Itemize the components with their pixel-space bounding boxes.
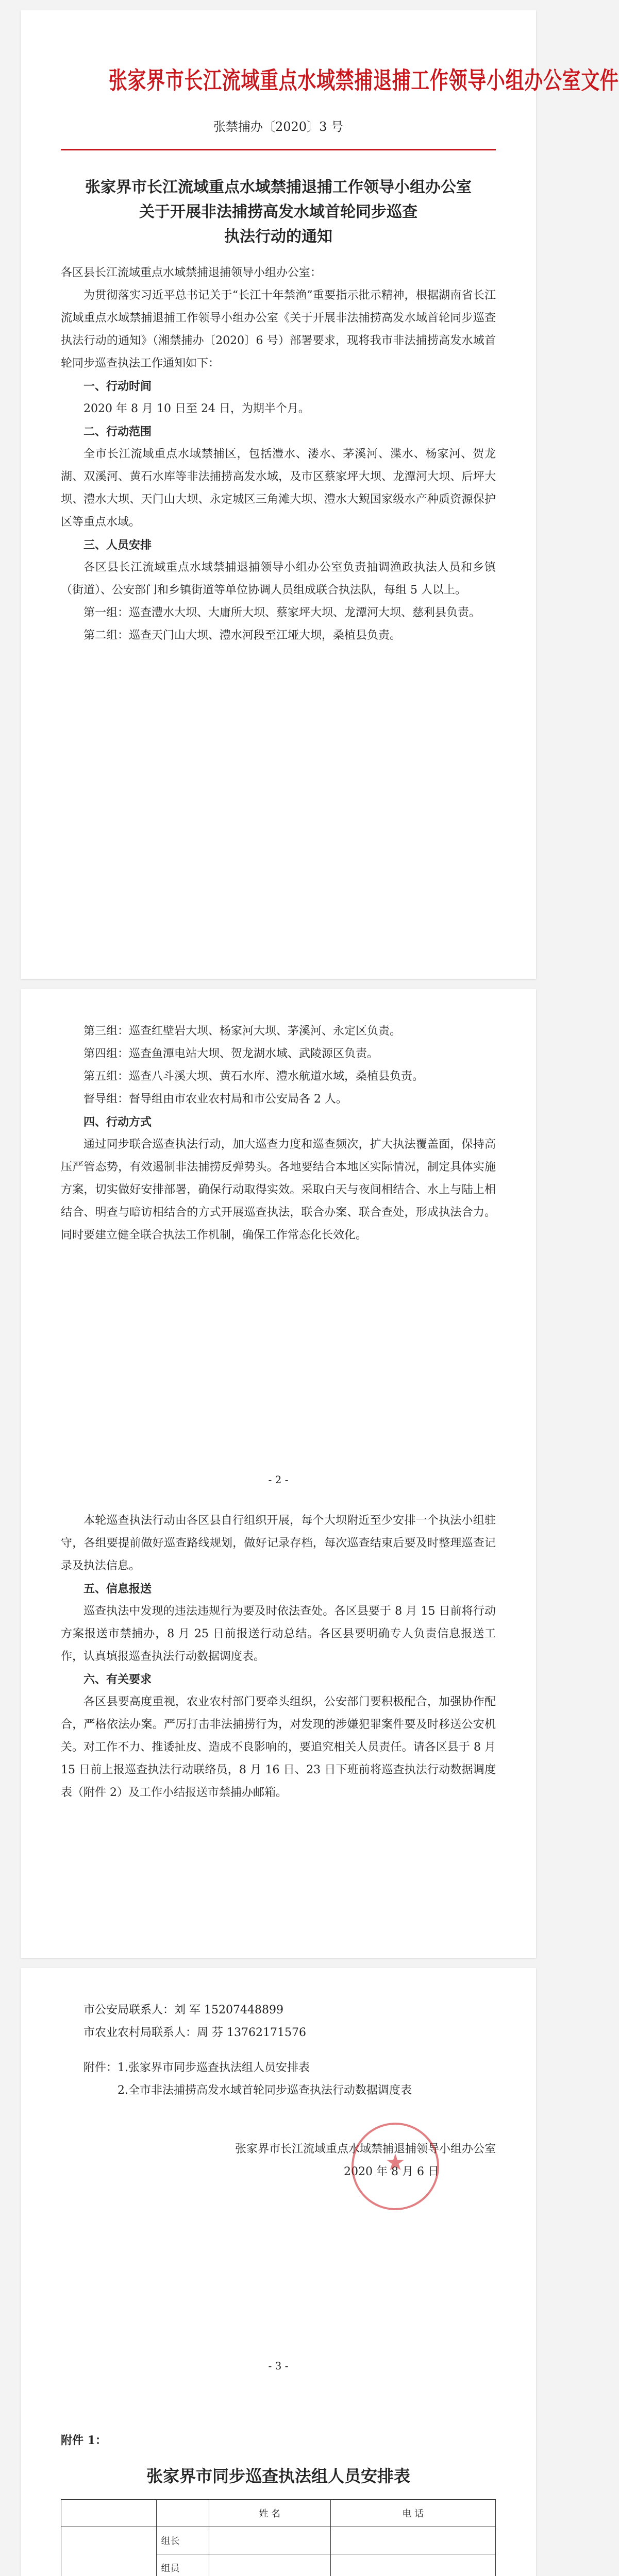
group-item: 第四组：巡查鱼潭电站大坝、贺龙湖水域、武陵源区负责。 <box>83 1047 379 1060</box>
annex-list-1: 附件：1.张家界市同步巡查执法组人员安排表 <box>83 2061 310 2074</box>
section-6-body: 各区县要高度重视，农业农村部门要牵头组织，公安部门要积极配合，加强协作配合，严格依法办案。严厉打击非法捕捞行为，对发现的涉嫌犯罪案件要及时移送公安机关。对工作不力、推诿扯皮、造成不良影响的，要追究相关人员责任。请各区县于 8 月 15 日前上报巡查执法行动联络员，8 月 16 日、23 日下班前将巡查执法行动数据调度表（附件 2）及工作小结报送市禁捕办邮箱。 <box>61 1696 496 1799</box>
section-1-heading: 一、行动时间 <box>83 380 152 393</box>
role-cell: 组员 <box>157 2554 209 2576</box>
contact-police: 市公安局联系人：刘 军 15207448899 <box>83 2004 283 2016</box>
table-row <box>61 2527 496 2554</box>
contact-agriculture: 市农业农村局联系人：周 芬 13762171576 <box>83 2026 306 2039</box>
staff-table <box>61 2499 496 2576</box>
annex-list-2: 2.全市非法捕捞高发水域首轮同步巡查执法行动数据调度表 <box>118 2084 412 2097</box>
signature-block <box>61 2138 496 2183</box>
sign-date: 2020 年 8 月 6 日 <box>344 2165 439 2178</box>
document-number: 张禁捕办〔2020〕3 号 <box>213 120 343 134</box>
official-seal-icon <box>352 2123 439 2210</box>
section-2-body: 全市长江流域重点水域禁捕区，包括澧水、溇水、茅溪河、渫水、杨家河、贺龙湖、双溪河、黄石水库等非法捕捞高发水域，及市区蔡家坪大坝、龙潭河大坝、后坪大坝、澧水大坝、天门山大坝、永定城区三角滩大坝、澧水大鲵国家级水产种质资源保护区等重点水域。 <box>61 448 496 529</box>
group-item: 第五组：巡查八斗溪大坝、黄石水库、澧水航道水域，桑植县负责。 <box>83 1070 424 1083</box>
notice-title-line-3: 执法行动的通知 <box>224 228 332 246</box>
document-page-3 <box>21 1968 536 2576</box>
section-5-body: 巡查执法中发现的违法违规行为要及时依法查处。各区县要于 8 月 15 日前将行动方案报送市禁捕办，8 月 25 日前报送行动总结。各区县要明确专人负责信息报送工作，认真填报巡查执法行动数据调度表。 <box>61 1605 496 1663</box>
section-5-heading: 五、信息报送 <box>83 1582 152 1596</box>
intro-paragraph: 为贯彻落实习近平总书记关于“长江十年禁渔”重要指示批示精神，根据湖南省长江流域重点水域禁捕退捕工作领导小组办公室《关于开展非法捕捞高发水域首轮同步巡查执法行动的通知》（湘禁捕办〔2020〕6 号）部署要求，现将我市非法捕捞高发水域首轮同步巡查执法工作通知如下： <box>61 289 496 370</box>
annex-1-title: 张家界市同步巡查执法组人员安排表 <box>146 2466 410 2486</box>
section-6-heading: 六、有关要求 <box>83 1673 152 1686</box>
role-cell: 组长 <box>157 2527 209 2554</box>
notice-title <box>61 175 496 249</box>
section-3-heading: 三、人员安排 <box>83 538 152 552</box>
red-divider <box>61 149 496 150</box>
page-number: - 3 - <box>268 2360 289 2372</box>
annex-1 <box>61 2432 496 2576</box>
section-3-body: 各区县长江流域重点水域禁捕退捕领导小组办公室负责抽调渔政执法人员和乡镇（街道）、公安部门和乡镇街道等单位协调人员组成联合执法队，每组 5 人以上。 <box>61 561 496 597</box>
document-page-2 <box>21 989 536 1958</box>
group-item: 第二组：巡查天门山大坝、澧水河段至江垭大坝，桑植县负责。 <box>83 629 401 642</box>
sign-org: 张家界市长江流域重点水域禁捕退捕领导小组办公室 <box>235 2143 496 2156</box>
section-4-body: 通过同步联合巡查执法行动，加大巡查力度和巡查频次，扩大执法覆盖面，保持高压严管态势，有效遏制非法捕捞反弹势头。各地要结合本地区实际情况，制定具体实施方案，切实做好安排部署，确保行动取得实效。采取白天与夜间相结合、水上与陆上相结合、明查与暗访相结合的方式开展巡查执法，联合办案、联合查处，形成执法合力。同时要建立健全联合执法工作机制，确保工作常态化长效化。 <box>61 1138 496 1242</box>
page-number: - 2 - <box>268 1473 289 1486</box>
section-4-body-continued: 本轮巡查执法行动由各区县自行组织开展，每个大坝附近至少安排一个执法小组驻守，各组要提前做好巡查路线规划，做好记录存档，每次巡查结束后要及时整理巡查记录及执法信息。 <box>61 1514 496 1572</box>
document-header-title: 张家界市长江流域重点水域禁捕退捕工作领导小组办公室文件 <box>108 66 619 94</box>
salutation: 各区县长江流域重点水域禁捕退捕领导小组办公室： <box>61 266 322 279</box>
group-item: 第一组：巡查澧水大坝、大庸所大坝、蔡家坪大坝、龙潭河大坝、慈利县负责。 <box>83 606 481 619</box>
col-name: 姓 名 <box>209 2500 330 2527</box>
group-label <box>61 2527 157 2576</box>
col-phone: 电 话 <box>330 2500 495 2527</box>
supervision-group: 督导组：督导组由市农业农村局和市公安局各 2 人。 <box>83 1093 347 1106</box>
section-2-heading: 二、行动范围 <box>83 425 152 438</box>
group-item: 第三组：巡查红壁岩大坝、杨家河大坝、茅溪河、永定区负责。 <box>83 1025 401 1038</box>
section-4-heading: 四、行动方式 <box>83 1115 152 1129</box>
table-header-row <box>61 2500 496 2527</box>
section-1-body: 2020 年 8 月 10 日至 24 日，为期半个月。 <box>83 402 310 415</box>
notice-title-line-1: 张家界市长江流域重点水域禁捕退捕工作领导小组办公室 <box>85 178 472 196</box>
annex-1-label: 附件 1： <box>61 2434 107 2447</box>
document-page-1 <box>21 10 619 979</box>
notice-title-line-2: 关于开展非法捕捞高发水域首轮同步巡查 <box>139 203 417 221</box>
